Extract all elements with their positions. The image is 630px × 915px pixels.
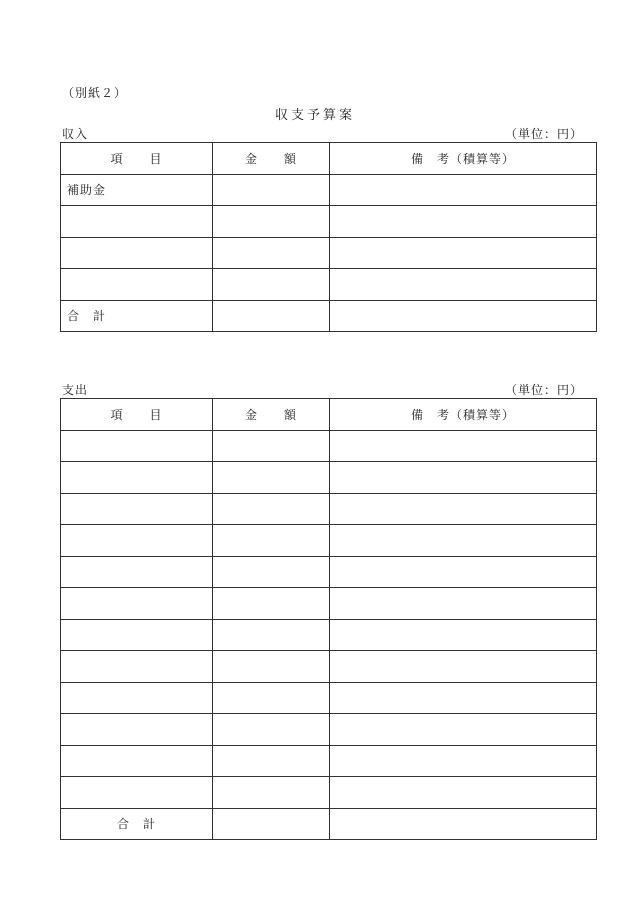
expense-row (61, 714, 597, 746)
expense-cell-item[interactable] (61, 430, 213, 462)
income-cell-item[interactable] (61, 206, 213, 238)
income-total-amount[interactable] (213, 300, 330, 332)
expense-cell-remarks[interactable] (330, 682, 597, 714)
expense-cell-item[interactable] (61, 745, 213, 777)
expense-cell-amount[interactable] (213, 556, 330, 588)
expense-cell-remarks[interactable] (330, 556, 597, 588)
expense-cell-remarks[interactable] (330, 714, 597, 746)
expense-cell-item[interactable] (61, 651, 213, 683)
expense-cell-amount[interactable] (213, 525, 330, 557)
expense-cell-amount[interactable] (213, 493, 330, 525)
expense-row (61, 525, 597, 557)
expense-cell-amount[interactable] (213, 777, 330, 809)
expense-unit-label: （単位：円） (504, 383, 583, 397)
income-cell-remarks[interactable] (330, 237, 597, 269)
expense-total-label: 合 計 (61, 808, 213, 840)
income-section-label: 収入 (62, 127, 89, 141)
income-header-amount: 金 額 (213, 143, 330, 175)
expense-table (60, 398, 597, 840)
document-title: 収支予算案 (274, 108, 355, 123)
expense-row (61, 462, 597, 494)
expense-cell-remarks[interactable] (330, 462, 597, 494)
expense-cell-amount[interactable] (213, 651, 330, 683)
expense-row (61, 430, 597, 462)
income-header-row (61, 143, 597, 175)
income-cell-amount[interactable] (213, 174, 330, 206)
expense-cell-remarks[interactable] (330, 777, 597, 809)
income-row (61, 174, 597, 206)
income-row (61, 237, 597, 269)
expense-cell-amount[interactable] (213, 588, 330, 620)
expense-cell-amount[interactable] (213, 682, 330, 714)
expense-cell-item[interactable] (61, 714, 213, 746)
income-cell-amount[interactable] (213, 206, 330, 238)
expense-cell-item[interactable] (61, 588, 213, 620)
income-cell-remarks[interactable] (330, 269, 597, 301)
expense-cell-item[interactable] (61, 777, 213, 809)
expense-cell-amount[interactable] (213, 619, 330, 651)
expense-cell-remarks[interactable] (330, 430, 597, 462)
expense-cell-amount[interactable] (213, 745, 330, 777)
expense-total-row (61, 808, 597, 840)
expense-row (61, 493, 597, 525)
expense-cell-remarks[interactable] (330, 588, 597, 620)
expense-cell-remarks[interactable] (330, 619, 597, 651)
expense-row (61, 619, 597, 651)
income-table (60, 142, 597, 332)
expense-cell-item[interactable] (61, 525, 213, 557)
income-total-row (61, 300, 597, 332)
expense-total-remarks[interactable] (330, 808, 597, 840)
expense-cell-remarks[interactable] (330, 651, 597, 683)
expense-row (61, 682, 597, 714)
expense-cell-item[interactable] (61, 619, 213, 651)
expense-cell-item[interactable] (61, 556, 213, 588)
annex-label: （別紙２） (62, 86, 128, 100)
income-cell-remarks[interactable] (330, 174, 597, 206)
expense-row (61, 588, 597, 620)
expense-cell-amount[interactable] (213, 430, 330, 462)
expense-cell-item[interactable] (61, 682, 213, 714)
expense-cell-item[interactable] (61, 493, 213, 525)
expense-header-remarks: 備 考（積算等） (330, 399, 597, 431)
expense-row (61, 651, 597, 683)
expense-cell-remarks[interactable] (330, 493, 597, 525)
income-header-item: 項 目 (61, 143, 213, 175)
expense-row (61, 745, 597, 777)
expense-section-label: 支出 (62, 383, 89, 397)
expense-cell-amount[interactable] (213, 462, 330, 494)
income-cell-amount[interactable] (213, 237, 330, 269)
income-total-remarks[interactable] (330, 300, 597, 332)
expense-cell-item[interactable] (61, 462, 213, 494)
expense-header-row (61, 399, 597, 431)
expense-row (61, 777, 597, 809)
income-total-label: 合 計 (61, 300, 213, 332)
income-unit-label: （単位：円） (504, 127, 583, 141)
expense-total-amount[interactable] (213, 808, 330, 840)
income-cell-item[interactable]: 補助金 (61, 174, 213, 206)
income-cell-amount[interactable] (213, 269, 330, 301)
income-row (61, 206, 597, 238)
expense-row (61, 556, 597, 588)
income-cell-item[interactable] (61, 237, 213, 269)
income-cell-remarks[interactable] (330, 206, 597, 238)
income-row (61, 269, 597, 301)
income-header-remarks: 備 考（積算等） (330, 143, 597, 175)
expense-header-item: 項 目 (61, 399, 213, 431)
expense-cell-remarks[interactable] (330, 745, 597, 777)
expense-cell-amount[interactable] (213, 714, 330, 746)
expense-header-amount: 金 額 (213, 399, 330, 431)
income-cell-item[interactable] (61, 269, 213, 301)
expense-cell-remarks[interactable] (330, 525, 597, 557)
